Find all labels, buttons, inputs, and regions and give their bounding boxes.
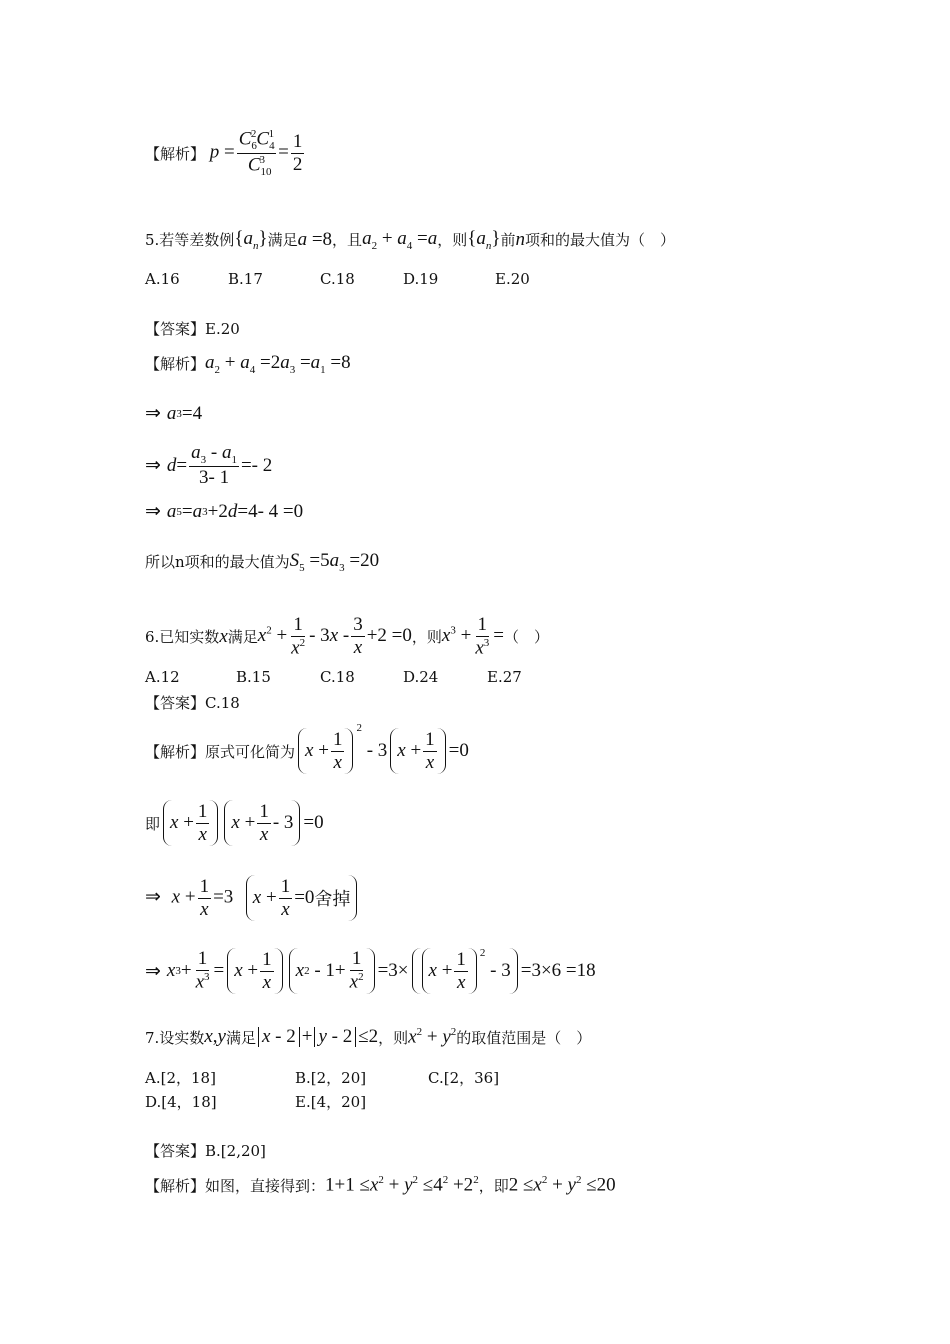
answer-value: E.20 [205, 319, 240, 338]
formula-n: n [515, 228, 526, 250]
formula-x2-y2: $x^2 + y^2$ [408, 1026, 457, 1048]
answer-value: C.18 [205, 693, 240, 712]
formula-result: $2 \le x^2 + y^2 \le 20$ [508, 1174, 616, 1196]
q5-stem: 5.若等差数例 $\{a_n\}$ 满足 a =8 ，且 $a_2 + a_4 =a$ ，则 $\{a_n\}$ 前 n 项和的最大值为（ ） [145, 228, 676, 252]
q5-option-e[interactable]: E.20 [495, 270, 530, 288]
q7-option-b[interactable]: B.[2，20] [295, 1069, 367, 1087]
formula-target: $x^3$ + $\frac{1}{x^3}$ = [441, 614, 504, 659]
formula-equation: $x^2$ + $\frac{1}{x^2}$ - 3x - $\frac{3}{x}$ +2 =0 [257, 614, 412, 659]
formula-bounds: $1+1 \le x^2 + y^2 \le 4^2 +2^2$ [325, 1174, 479, 1196]
q6-step2: 即 x + $\frac{1}{x}$ x + $\frac{1}{x}$ - 3 =0 [145, 800, 324, 845]
q5-conclusion: 所以n项和的最大值为 $S_5 =5a_3 =20$ [145, 550, 380, 574]
q7-option-d[interactable]: D.[4，18] [145, 1093, 217, 1111]
q6-answer: 【答案】 C.18 [145, 693, 240, 712]
q5-option-d[interactable]: D.19 [403, 270, 439, 288]
q6-analysis: 【解析】 原式可化简为 x + $\frac{1}{x}$ $^2$ - 3 x + $\frac{1}{x}$ =0 [145, 721, 469, 773]
q7-option-a[interactable]: A.[2，18] [145, 1069, 216, 1087]
q7-stem: 7.设实数 x , y 满足 x - 2 + y - 2 ≤2 ，则 $x^2 + y^2$ 的取值范围是（ ） [145, 1026, 592, 1048]
q6-step4: ⇒ x 3 + $\frac{1}{x^3}$ = x + $\frac{1}{x}$ x 2 - 1+ $\frac{1}{x^2}$ =3× x + $\frac{1}{x}$ $^2$ - 3 =3×6 =18 [145, 947, 596, 993]
q6-step3: ⇒ x + $\frac{1}{x}$ =3 x + $\frac{1}{x}$ =0 舍掉 [145, 875, 360, 921]
formula-simplified: x + $\frac{1}{x}$ $^2$ - 3 x + $\frac{1}{x}$ =0 [295, 728, 469, 774]
q7-answer: 【答案】 B.[2,20] [145, 1141, 266, 1160]
analysis-label: 【解析】 [145, 144, 206, 163]
answer-value: B.[2,20] [205, 1141, 266, 1160]
q5-step4: ⇒ a 5 = a 3 +2 d =4- 4 =0 [145, 500, 304, 522]
formula-seq-2: $\{a_n\}$ [467, 228, 501, 252]
q7-option-e[interactable]: E.[4，20] [295, 1093, 367, 1111]
q5-option-a[interactable]: A.16 [145, 270, 180, 288]
q6-option-d[interactable]: D.24 [403, 668, 439, 686]
formula-seq: $\{a_n\}$ [234, 228, 268, 252]
q5-option-c[interactable]: C.18 [320, 270, 355, 288]
q6-option-c[interactable]: C.18 [320, 668, 355, 686]
q5-answer: 【答案】 E.20 [145, 319, 240, 338]
q5-analysis: 【解析】 $a_2 + a_4 =2a_3 =a_1 =8$ [145, 352, 351, 376]
q6-stem: 6.已知实数 x 满足 $x^2$ + $\frac{1}{x^2}$ - 3x - $\frac{3}{x}$ +2 =0 ，则 $x^3$ + $\frac{1}{x^3}$ = （ ） [145, 614, 549, 659]
formula-constraint: x - 2 + y - 2 ≤2 [256, 1026, 378, 1048]
q6-option-b[interactable]: B.15 [236, 668, 271, 686]
formula-a2-a4: $a_2 + a_4 =a$ [362, 228, 438, 252]
q7-option-c[interactable]: C.[2，36] [428, 1069, 500, 1087]
q6-option-e[interactable]: E.27 [487, 668, 522, 686]
formula-factored: x + $\frac{1}{x}$ x + $\frac{1}{x}$ - 3 =0 [160, 800, 324, 846]
q5-option-b[interactable]: B.17 [228, 270, 263, 288]
formula-probability: p = $\frac{C_6^2C_4^1}{C_{10}^3}$ = $\frac{1}{2}$ [209, 128, 303, 178]
formula-s5: $S_5 =5a_3 =20$ [289, 550, 380, 574]
q5-step3: ⇒ d = $\frac{a_3 - a_1}{3- 1}$ =- 2 [145, 442, 273, 489]
formula-step1: $a_2 + a_4 =2a_3 =a_1 =8$ [205, 352, 351, 376]
q6-option-a[interactable]: A.12 [145, 668, 180, 686]
q5-step2: ⇒ a 3 =4 [145, 402, 203, 424]
q7-analysis: 【解析】 如图，直接得到： $1+1 \le x^2 + y^2 \le 4^2 +2^2$ ，即 $2 \le x^2 + y^2 \le 20$ [145, 1174, 616, 1196]
q4-analysis [145, 128, 306, 179]
formula-a-eq-8: a =8 [297, 228, 333, 250]
